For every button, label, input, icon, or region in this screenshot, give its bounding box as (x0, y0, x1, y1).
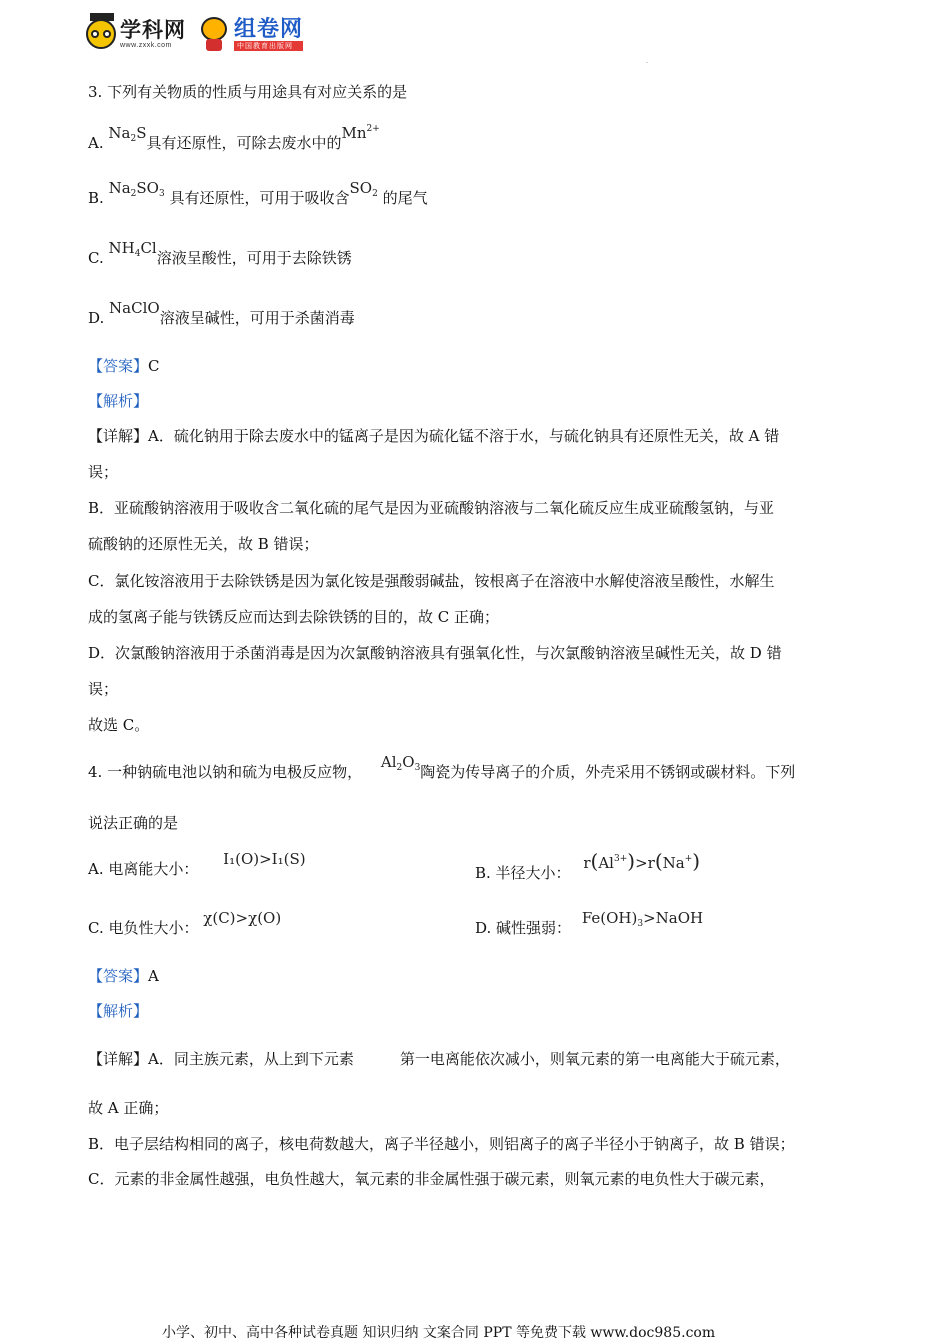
q3-option-b (88, 179, 428, 214)
q4-option-a (88, 850, 306, 879)
formula-al2o3: $Al_2O_3$ (380, 753, 421, 773)
q3-detail-line-3: B．亚硫酸钠溶液用于吸收含二氧化硫的尾气是因为亚硫酸钠溶液与二氧化硫反应生成亚硫酸氢钠，与亚 (88, 499, 775, 517)
expr-radius: $r(Al^{3+})>r(Na^+)$ (583, 849, 701, 873)
q3-stem: 3. 下列有关物质的性质与用途具有对应关系的是 (88, 83, 408, 101)
q3-detail-line-8: 误； (88, 680, 119, 698)
q4-option-d (475, 909, 704, 944)
q3-detail-line-4: 硫酸钠的还原性无关，故 B 错误； (88, 535, 319, 553)
q3-detail-line-7: D．次氯酸钠溶液用于杀菌消毒是因为次氯酸钠溶液具有强氧化性，与次氯酸钠溶液呈碱性无关，故 D 错 (88, 644, 782, 662)
q3-answer (88, 356, 160, 376)
zujuan-logo-tag: 中国教育出版网 (234, 41, 303, 51)
option-label: D. 碱性强弱： (475, 919, 572, 937)
q3-option-c (88, 239, 352, 274)
option-label: D. (88, 309, 105, 327)
detail-tag: 【详解】 (88, 427, 149, 445)
option-text: 具有还原性，可除去废水中的 (146, 134, 342, 152)
option-label: B. 半径大小： (475, 864, 571, 882)
q3-detail-line-1: 【详解】A．硫化钠用于除去废水中的锰离子是因为硫化锰不溶于水，与硫化钠具有还原性无关，故 A 错 (88, 427, 780, 445)
q3-detail-line-6: 成的氢离子能与铁锈反应而达到去除铁锈的目的，故 C 正确； (88, 608, 500, 626)
zxxk-logo-url: www.zxxk.com (120, 41, 172, 49)
formula-so2: $SO_2$ (349, 179, 378, 199)
formula-naclo: NaClO (109, 299, 160, 317)
q4-option-c (88, 909, 282, 938)
ion-mn2: $Mn^{2+}$ (341, 124, 380, 142)
q4-detail-line-2: 故 A 正确； (88, 1099, 169, 1117)
q4-option-b (475, 849, 701, 883)
detail-tag: 【详解】 (88, 1050, 149, 1068)
q4-detail-line-3: B．电子层结构相同的离子，核电荷数越大，离子半径越小，则铝离子的离子半径小于钠离子，故 B 错误； (88, 1135, 795, 1153)
expr-ionization: I₁(O)>I₁(S) (223, 850, 306, 868)
answer-tag: 【答案】 (88, 967, 149, 985)
q3-detail-line-5: C．氯化铵溶液用于去除铁锈是因为氯化铵是强酸弱碱盐，铵根离子在溶液中水解使溶液呈酸性，水解生 (88, 572, 775, 590)
q3-option-a (88, 124, 380, 159)
q4-detail-line-4: C．元素的非金属性越强，电负性越大，氧元素的非金属性强于碳元素，则氧元素的电负性大于碳元素， (88, 1170, 775, 1188)
answer-value: C (148, 357, 160, 375)
q4-detail-line-1: 【详解】A．同主族元素，从上到下元素 第一电离能依次减小，则氧元素的第一电离能大于硫元素， (88, 1050, 790, 1068)
option-text: 具有还原性，可用于吸收含 (169, 189, 350, 207)
q4-stem: 4. 一种钠硫电池以钠和硫为电极反应物， $Al_2O_3$陶瓷为传导离子的介质，外壳采用不锈钢或碳材料。下列 (88, 753, 796, 781)
q4-answer (88, 966, 159, 986)
expr-basicity: $Fe(OH)_3>NaOH$ (581, 909, 704, 929)
formula-na2so3: $Na_2SO_3$ (108, 179, 165, 199)
option-label: C. 电负性大小： (88, 919, 199, 937)
q3-option-d (88, 299, 355, 328)
option-text: 溶液呈碱性，可用于杀菌消毒 (159, 309, 355, 327)
q4-analysis-tag: 【解析】 (88, 1002, 149, 1020)
owl-mascot-icon (86, 19, 116, 49)
zxxk-logo[interactable] (86, 19, 186, 49)
mascot-icon (198, 17, 230, 51)
expr-electronegativity: χ(C)>χ(O) (203, 909, 282, 927)
answer-tag: 【答案】 (88, 357, 149, 375)
formula-na2s: $Na_2S$ (108, 124, 147, 144)
footer-text[interactable]: 小学、初中、高中各种试卷真题 知识归纳 文案合同 PPT 等免费下载 www.doc985.com (162, 1325, 716, 1341)
zxxk-logo-name: 学科网 (120, 18, 186, 42)
option-text: 溶液呈酸性，可用于去除铁锈 (156, 249, 352, 267)
option-label: C. (88, 249, 104, 267)
option-text-2: 的尾气 (382, 189, 428, 207)
q3-detail-line-9: 故选 C。 (88, 716, 150, 734)
q3-detail-line-2: 误； (88, 463, 119, 481)
zujuan-logo-name: 组卷网 (234, 15, 304, 41)
option-label: B. (88, 189, 104, 207)
zujuan-logo[interactable] (198, 17, 303, 51)
page-dot: · (646, 60, 648, 67)
q4-stem-line-2: 说法正确的是 (88, 814, 179, 832)
answer-value: A (148, 967, 159, 985)
formula-nh4cl: $NH_4Cl$ (108, 239, 157, 259)
option-label: A. 电离能大小： (88, 860, 199, 878)
q3-analysis-tag: 【解析】 (88, 392, 149, 410)
option-label: A. (88, 134, 104, 152)
header-logos (86, 14, 303, 54)
